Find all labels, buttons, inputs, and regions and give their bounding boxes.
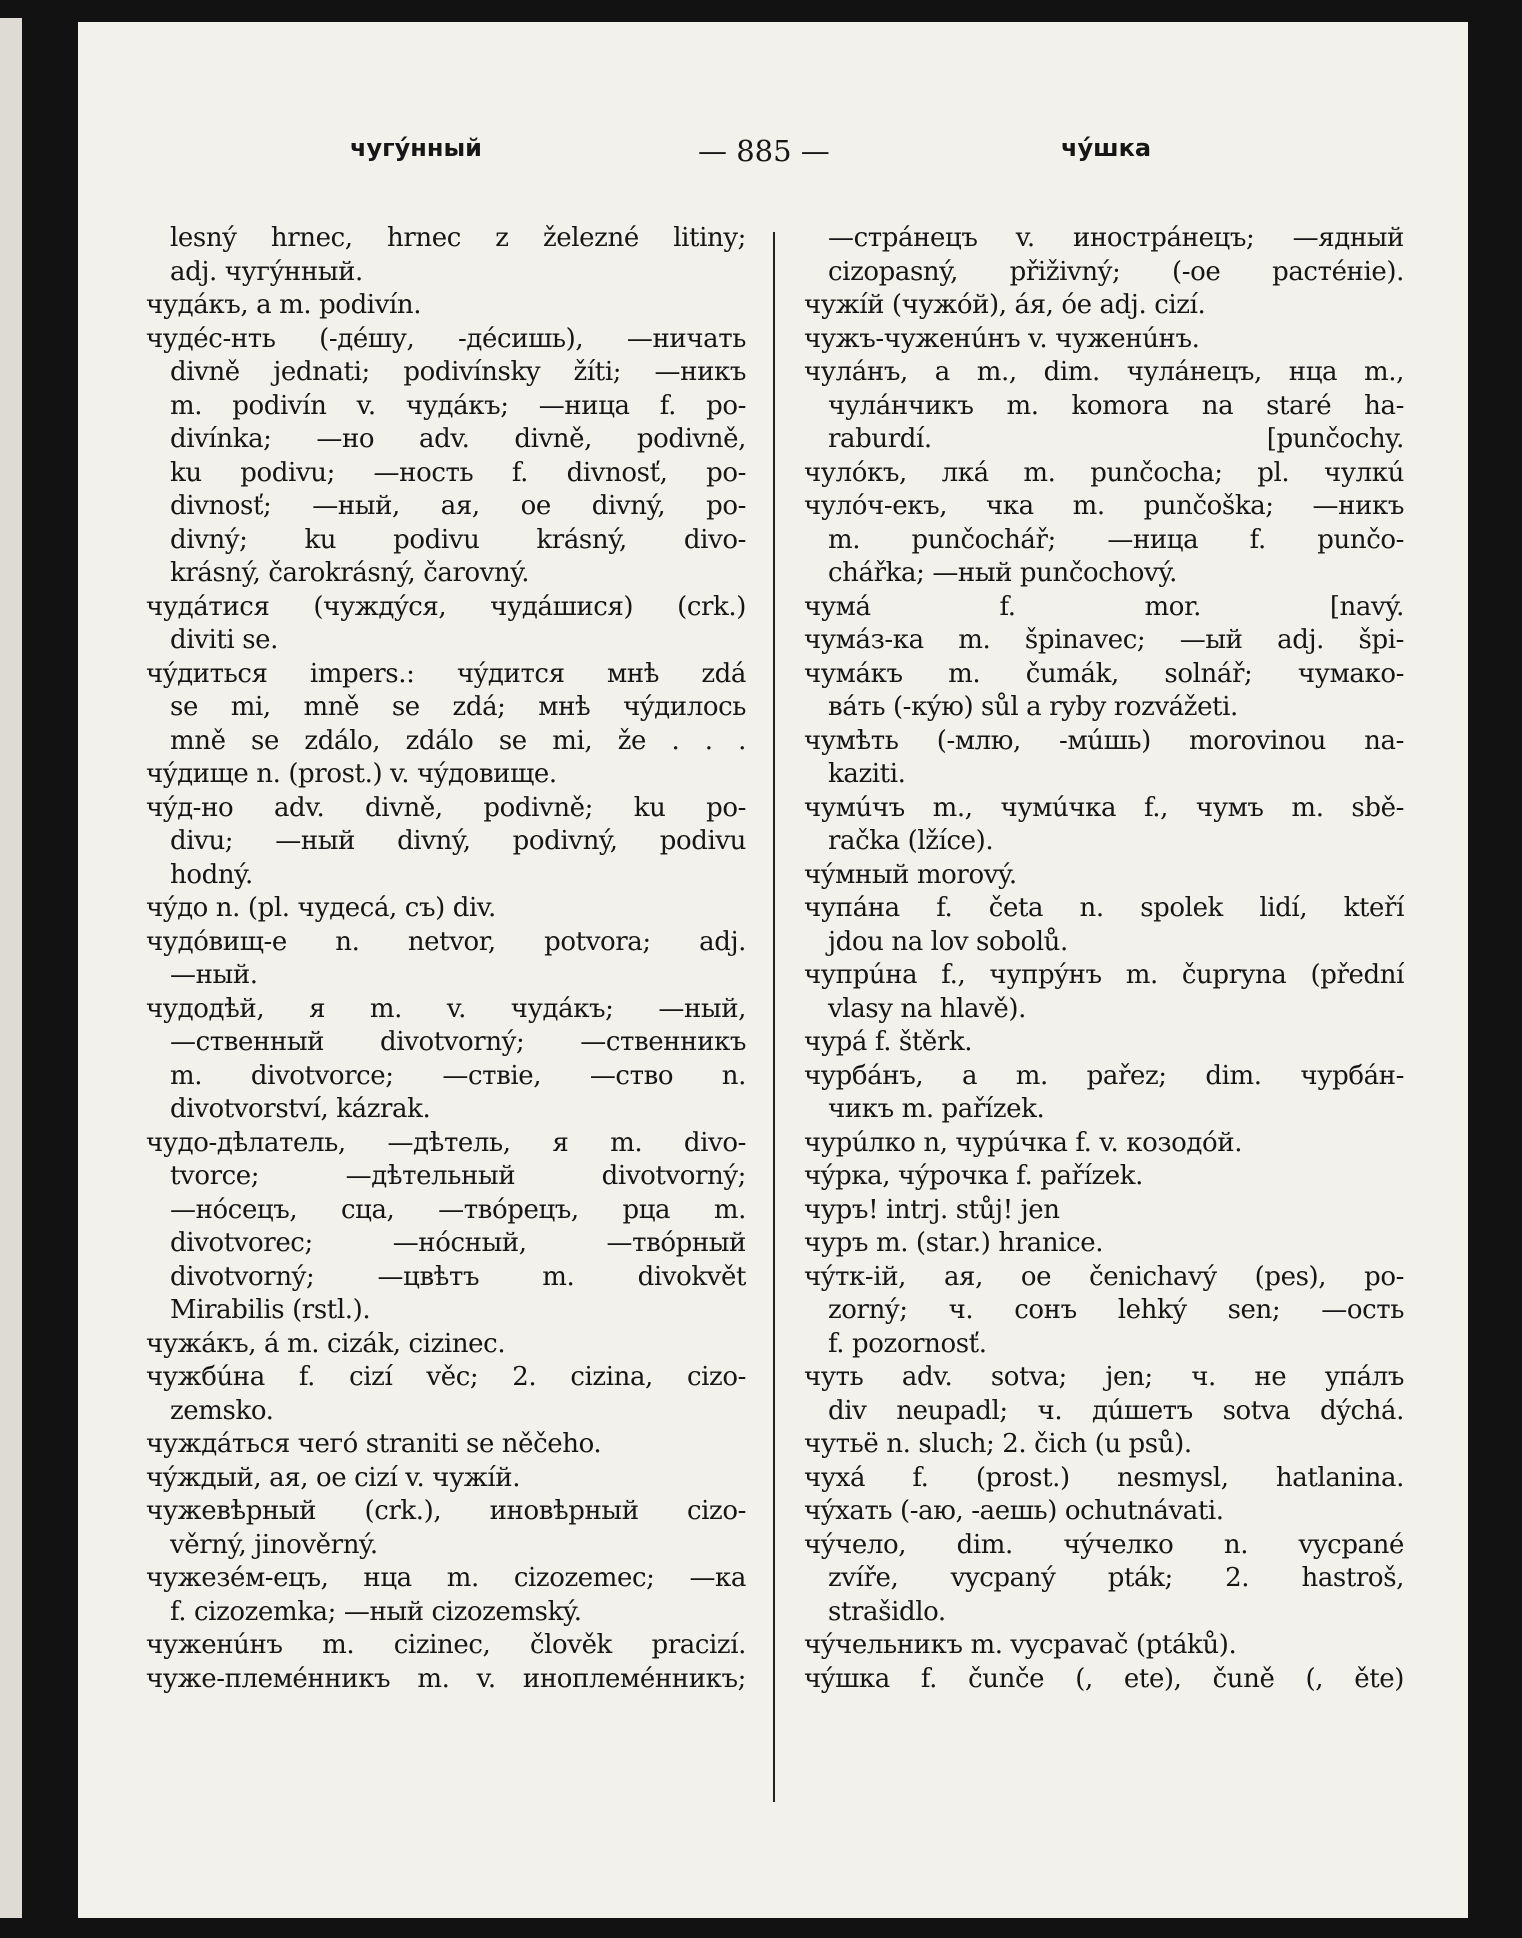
entry-line: чужъ-чуженúнъ v. чуженúнъ. — [804, 323, 1200, 354]
entry-line: mně se zdálo, zdálo se mi, že . . . — [170, 725, 746, 756]
entry-line: чýрка, чýрочка f. pařízek. — [804, 1161, 1144, 1191]
entry-line: чýшка f. čunče (, ete), čuně (, ěte) — [804, 1663, 1404, 1694]
entry-line: чуже-племéнникъ m. v. иноплемéнникъ; — [146, 1663, 746, 1694]
entry-line: чудодѣй, я m. v. чудáкъ; —ный, — [146, 993, 746, 1024]
entry-line: чуженúнъ m. cizinec, člověk pracizí. — [146, 1630, 746, 1660]
entry-line: divotvorný; —цвѣтъ m. divokvět — [170, 1261, 746, 1292]
entry-line: чурбáнъ, а m. pařez; dim. чурбáн- — [804, 1060, 1404, 1091]
entry-line: чýчело, dim. чýчелко n. vycpané — [804, 1529, 1404, 1560]
entry-line: чумѣть (-млю, -мúшь) morovinou na- — [804, 725, 1404, 756]
entry-line: tvorce; —дѣтельный divotvorný; — [170, 1161, 746, 1191]
adjacent-page-edge — [0, 18, 22, 1918]
entry-line: чумúчъ m., чумúчка f., чумъ m. sbě- — [804, 792, 1404, 823]
entry-line: чудáкъ, а m. podivín. — [146, 290, 422, 320]
header-right-guideword: чýшка — [1061, 134, 1152, 162]
entry-line: zorný; ч. сонъ lehký sen; —ость — [828, 1295, 1404, 1325]
entry-line: чýчельникъ m. vycpavač (ptáků). — [804, 1630, 1237, 1660]
entry-line: —стрáнецъ v. инострáнецъ; —ядный — [828, 223, 1404, 253]
entry-line: diviti se. — [170, 625, 278, 655]
entry-line: чухá f. (prost.) nesmysl, hatlanina. — [804, 1462, 1404, 1493]
entry-line: чýтк-ій, ая, ое čenichavý (pes), po- — [804, 1261, 1404, 1292]
entry-line: divínka; —но adv. divně, podivně, — [170, 424, 746, 454]
entry-line: —ный. — [170, 960, 258, 990]
entry-line: чуждáться чегó straniti se něčeho. — [146, 1429, 602, 1459]
entry-line: Mirabilis (rstl.). — [170, 1295, 371, 1325]
entry-line: chářka; —ный punčochový. — [828, 558, 1178, 588]
entry-line: чутьё n. sluch; 2. čich (u psů). — [804, 1429, 1192, 1459]
right-column — [804, 222, 1404, 1696]
entry-line: divotvorství, kázrak. — [170, 1094, 431, 1124]
entry-line: se mi, mně se zdá; мнѣ чýдилось — [170, 692, 746, 722]
column-divider — [773, 232, 775, 1802]
entry-line: чудо-дѣлатель, —дѣтель, я m. divo- — [146, 1127, 746, 1158]
entry-line: m. punčochář; —ница f. punčo- — [828, 524, 1404, 555]
entry-line: divně jednati; podivínsky žíti; —никъ — [170, 357, 746, 387]
header-left-guideword: чугýнный — [350, 134, 482, 162]
entry-line: чумá f. mor. [navý. — [804, 591, 1404, 622]
entry-line: vlasy na hlavě). — [828, 993, 1026, 1024]
entry-line: чурá f. štěrk. — [804, 1027, 973, 1057]
entry-line: чуръ m. (star.) hranice. — [804, 1228, 1104, 1258]
dictionary-page — [78, 22, 1468, 1918]
entry-line: чужíй (чужóй), áя, óе adj. cizí. — [804, 290, 1206, 320]
entry-line: m. divotvorce; —ствіе, —ство n. — [170, 1060, 746, 1091]
entry-line: jdou na lov sobolů. — [828, 926, 1068, 957]
entry-line: чупрúна f., чупрýнъ m. čupryna (přední — [804, 960, 1404, 990]
entry-line: чужáкъ, á m. cizák, cizinec. — [146, 1328, 506, 1359]
entry-line: чумáз-ка m. špinavec; —ый adj. špi- — [804, 625, 1404, 655]
entry-line: чýхать (-аю, -аешь) ochutnávati. — [804, 1496, 1224, 1526]
entry-line: adj. чугýнный. — [170, 256, 363, 287]
entry-line: cizopasný, přiživný; (-ое растéніе). — [828, 256, 1404, 287]
entry-line: raburdí. [punčochy. — [828, 424, 1404, 454]
entry-line: div neupadl; ч. дúшетъ sotva dýchá. — [828, 1395, 1404, 1426]
entry-line: чýждый, ая, ое cizí v. чужíй. — [146, 1462, 521, 1493]
entry-line: чуръ! intrj. stůj! jen — [804, 1194, 1060, 1225]
entry-line: —ственный divotvorný; —ственникъ — [170, 1027, 746, 1057]
entry-line: чудóвищ-е n. netvor, potvora; adj. — [146, 926, 746, 957]
entry-line: zemsko. — [170, 1395, 274, 1426]
entry-line: divu; —ный divný, podivný, podivu — [170, 826, 746, 856]
entry-line: чулóч-екъ, чка m. punčoška; —никъ — [804, 491, 1404, 521]
running-head — [78, 134, 1468, 174]
entry-line: věrný, jinověrný. — [170, 1529, 378, 1560]
entry-line: чýд-но adv. divně, podivně; ku po- — [146, 792, 746, 823]
entry-line: divný; ku podivu krásný, divo- — [170, 524, 746, 555]
entry-line: чумáкъ m. čumák, solnář; чумако- — [804, 658, 1404, 689]
entry-line: račka (lžíce). — [828, 826, 994, 856]
entry-line: чупáна f. četa n. spolek lidí, kteří — [804, 893, 1404, 923]
left-column — [146, 222, 746, 1696]
entry-line: divnosť; —ный, ая, ое divný, po- — [170, 491, 746, 521]
entry-line: krásný, čarokrásný, čarovný. — [170, 558, 530, 588]
entry-line: чудéс-нть (-дéшу, -дéсишь), —ничать — [146, 323, 746, 354]
entry-line: lesný hrnec, hrnec z železné litiny; — [170, 223, 746, 253]
entry-line: strašidlo. — [828, 1596, 946, 1627]
entry-line: вáть (-кýю) sůl a ryby rozvážeti. — [828, 692, 1238, 722]
entry-line: kaziti. — [828, 759, 906, 789]
entry-line: чýдиться impers.: чýдится мнѣ zdá — [146, 658, 746, 689]
entry-line: zvíře, vycpaný pták; 2. hastroš, — [828, 1563, 1404, 1593]
entry-line: f. pozornosť. — [828, 1328, 987, 1359]
entry-line: чýмный morový. — [804, 859, 1017, 890]
entry-line: чужбúна f. cizí věc; 2. cizina, cizo- — [146, 1362, 746, 1392]
page-number: — 885 — — [698, 134, 830, 168]
entry-line: ku podivu; —ность f. divnosť, po- — [170, 457, 746, 488]
entry-line: чулáнчикъ m. komora na staré ha- — [828, 390, 1404, 421]
entry-line: чýдо n. (pl. чудесá, съ) div. — [146, 893, 496, 923]
entry-line: f. cizozemka; —ный cizozemský. — [170, 1596, 582, 1627]
entry-line: чурúлко n, чурúчка f. v. козодóй. — [804, 1127, 1243, 1158]
entry-line: m. podivín v. чудáкъ; —ница f. po- — [170, 390, 746, 421]
entry-line: чуть adv. sotva; jen; ч. не упáлъ — [804, 1362, 1404, 1392]
entry-line: чулáнъ, а m., dim. чулáнецъ, нца m., — [804, 357, 1404, 387]
entry-line: чужевѣрный (crk.), иновѣрный cizo- — [146, 1496, 746, 1526]
entry-line: чужезéм-ецъ, нца m. cizozemec; —ка — [146, 1563, 746, 1593]
entry-line: divotvorec; —нóсный, —твóрный — [170, 1228, 746, 1258]
entry-line: чýдище n. (prost.) v. чýдовище. — [146, 759, 557, 789]
entry-line: —нóсецъ, сца, —твóрецъ, рца m. — [170, 1194, 746, 1225]
entry-line: чудáтися (чуждýся, чудáшися) (crk.) — [146, 591, 746, 622]
entry-line: чулóкъ, лкá m. punčocha; pl. чулкú — [804, 457, 1404, 488]
entry-line: чикъ m. pařízek. — [828, 1094, 1045, 1124]
entry-line: hodný. — [170, 859, 253, 890]
